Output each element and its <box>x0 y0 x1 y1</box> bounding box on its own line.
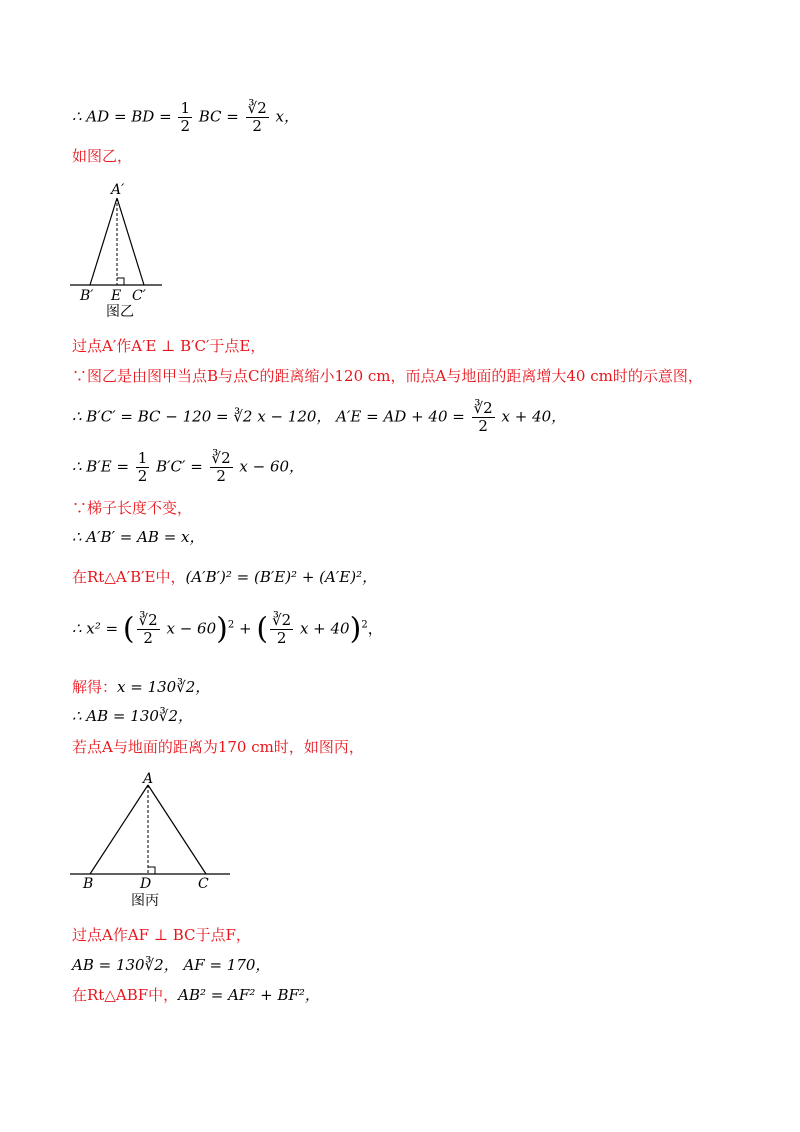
exponent: 2 <box>361 619 368 631</box>
line-8: ∴ A′B′ = AB = x， <box>72 528 205 546</box>
l1-post: x， <box>270 107 299 126</box>
numerator: ∛2 <box>211 449 231 467</box>
paren-open: ( <box>122 611 135 647</box>
line-9 <box>72 567 377 587</box>
fig-yi-label-a: A′ <box>111 182 125 198</box>
fraction <box>136 450 150 485</box>
numerator: ∛2 <box>473 399 493 417</box>
l16-red: 在Rt△ABF中， <box>72 986 179 1004</box>
line-6 <box>72 450 304 485</box>
l1-mid: BC = <box>193 107 244 126</box>
fig-bing-left-side <box>90 785 148 874</box>
fig-yi-left-side <box>90 198 117 285</box>
line-13: 若点A与地面的距离为170 cm时，如图丙， <box>72 738 364 756</box>
l16-black: AB² = AF² + BF²， <box>178 986 320 1004</box>
line-16 <box>72 985 320 1005</box>
figure-bing <box>70 770 235 915</box>
fig-bing-caption: 图丙 <box>131 893 159 909</box>
l10-mid: x − 60 <box>161 619 217 638</box>
comma: ， <box>367 619 383 638</box>
line-14: 过点A作AF ⊥ BC于点F， <box>72 926 251 944</box>
fig-bing-label-b: B <box>83 876 94 892</box>
figure-yi <box>70 178 170 323</box>
paren-close: ) <box>216 611 228 647</box>
denominator: 2 <box>180 117 190 135</box>
l9-black: (A′B′)² = (B′E)² + (A′E)²， <box>185 568 378 586</box>
fraction <box>472 400 495 435</box>
fraction <box>246 100 269 135</box>
fig-bing-label-c: C <box>198 876 209 892</box>
numerator: 1 <box>137 449 148 467</box>
fraction <box>270 612 293 647</box>
line-3: 过点A′作A′E ⊥ B′C′于点E， <box>72 337 266 355</box>
line-11 <box>72 677 210 697</box>
l11-black: x = 130∛2， <box>117 678 211 696</box>
denominator: 2 <box>137 467 148 485</box>
fig-yi-right-side <box>117 198 144 285</box>
fig-yi-right-angle <box>117 278 124 285</box>
l10-plus: + <box>234 619 257 638</box>
l5-post: x + 40， <box>496 407 567 426</box>
l1-pre: ∴ AD = BD = <box>72 107 177 126</box>
numerator: 1 <box>180 99 190 117</box>
line-5 <box>72 400 566 435</box>
fraction <box>137 612 160 647</box>
denominator: 2 <box>252 117 262 135</box>
fig-bing-label-a: A <box>143 771 154 787</box>
fraction <box>210 450 233 485</box>
fig-yi-label-c: C′ <box>132 288 146 304</box>
fig-yi-label-b: B′ <box>80 288 94 304</box>
denominator: 2 <box>276 629 287 647</box>
l5-pre: ∴ B′C′ = BC − 120 = ∛2 x − 120， A′E = AD + 40 = <box>72 407 470 426</box>
denominator: 2 <box>216 467 226 485</box>
line-1 <box>72 100 299 135</box>
denominator: 2 <box>143 629 153 647</box>
l10-pre: ∴ x² = <box>72 619 123 638</box>
l10-post: x + 40 <box>295 619 350 638</box>
fraction <box>178 100 192 135</box>
paren-open: ( <box>256 611 269 647</box>
line-2: 如图乙， <box>72 147 133 165</box>
numerator: ∛2 <box>272 611 292 629</box>
exponent: 2 <box>227 619 235 631</box>
denominator: 2 <box>478 417 488 435</box>
numerator: ∛2 <box>138 611 158 629</box>
fig-yi-caption: 图乙 <box>106 304 134 320</box>
fig-yi-label-e: E <box>111 288 122 304</box>
line-15: AB = 130∛2， AF = 170， <box>72 956 271 974</box>
fig-bing-label-d: D <box>140 876 152 892</box>
line-12: ∴ AB = 130∛2， <box>72 707 194 725</box>
fig-bing-right-side <box>148 785 206 874</box>
l9-red: 在Rt△A′B′E中， <box>72 568 186 586</box>
l6-post: x − 60， <box>234 457 305 476</box>
paren-close: ) <box>349 611 362 647</box>
numerator: ∛2 <box>247 99 267 117</box>
l11-red: 解得： <box>72 678 118 696</box>
line-4: ∵图乙是由图甲当点B与点C的距离缩小120 cm，而点A与地面的距离增大40 cm时的示意图， <box>72 367 703 385</box>
l6-mid: B′C′ = <box>151 457 208 476</box>
line-10 <box>72 612 383 647</box>
line-7: ∵梯子长度不变， <box>72 499 193 517</box>
l6-pre: ∴ B′E = <box>72 457 134 476</box>
fig-bing-right-angle <box>148 867 155 874</box>
